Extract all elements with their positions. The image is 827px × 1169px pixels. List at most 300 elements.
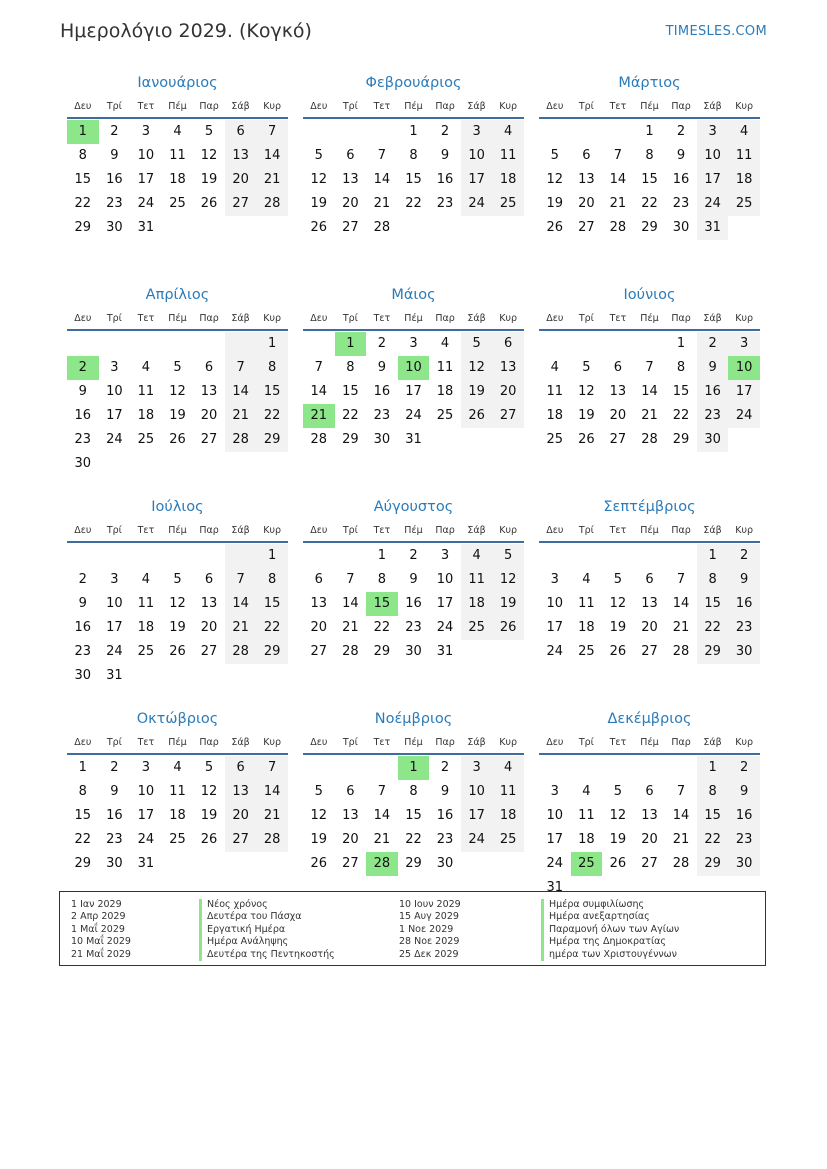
weekday-label: Παρ <box>671 736 691 748</box>
day-cell: 30 <box>672 220 690 235</box>
weekday-label: Πέμ <box>404 312 423 324</box>
day-cell: 6 <box>225 120 257 144</box>
day-cell: 23 <box>106 196 123 211</box>
day-cell: 30 <box>436 856 454 871</box>
day-cell: 11 <box>578 808 595 823</box>
weekday-header <box>539 518 760 542</box>
day-cell: 17 <box>697 168 729 192</box>
day-grid <box>303 120 524 240</box>
holiday-name: Ημέρα συμφιλίωσης <box>541 899 761 911</box>
day-cell: 28 <box>310 432 328 447</box>
day-cell: 20 <box>200 408 218 423</box>
weekday-label: Πέμ <box>640 524 659 536</box>
day-cell: 28 <box>256 828 288 852</box>
month-block <box>303 708 524 920</box>
day-cell: 10 <box>728 356 760 380</box>
weekday-header <box>67 730 288 754</box>
day-cell: 15 <box>74 808 92 823</box>
day-cell: 1 <box>697 544 729 568</box>
weekday-label: Δευ <box>310 100 328 112</box>
day-cell: 11 <box>546 384 564 399</box>
day-cell: 22 <box>74 832 92 847</box>
month-block <box>67 708 288 920</box>
day-cell: 24 <box>546 644 564 659</box>
holiday-name: ημέρα των Χριστουγέννων <box>541 949 761 961</box>
day-cell: 27 <box>342 856 359 871</box>
holiday-date: 10 Ιουν 2029 <box>399 899 461 910</box>
day-cell: 7 <box>225 356 257 380</box>
empty-cell <box>225 452 257 476</box>
day-cell: 23 <box>74 432 92 447</box>
day-cell: 30 <box>373 432 391 447</box>
empty-cell <box>461 428 493 452</box>
empty-cell <box>256 216 288 240</box>
day-cell: 30 <box>728 852 760 876</box>
day-cell: 10 <box>137 784 155 799</box>
day-cell: 1 <box>335 332 367 356</box>
day-cell: 27 <box>225 192 257 216</box>
day-cell: 8 <box>256 568 288 592</box>
day-grid <box>67 544 288 688</box>
empty-cell <box>492 428 524 452</box>
day-cell: 12 <box>310 172 328 187</box>
empty-cell <box>67 544 99 568</box>
day-cell: 23 <box>405 620 422 635</box>
day-cell: 22 <box>342 408 359 423</box>
empty-cell <box>539 544 571 568</box>
weekday-label: Πέμ <box>404 524 423 536</box>
day-cell: 13 <box>492 356 524 380</box>
day-cell: 9 <box>676 148 686 163</box>
day-cell: 4 <box>550 360 559 375</box>
day-cell: 18 <box>169 808 186 823</box>
day-cell: 22 <box>405 196 422 211</box>
weekday-label: Δευ <box>74 100 92 112</box>
day-cell: 17 <box>137 808 155 823</box>
empty-cell <box>130 664 162 688</box>
empty-cell <box>366 120 398 144</box>
day-grid <box>303 756 524 876</box>
day-cell: 6 <box>492 332 524 356</box>
day-cell: 27 <box>200 644 218 659</box>
day-cell: 3 <box>141 124 151 139</box>
weekday-label: Παρ <box>671 524 691 536</box>
day-cell: 12 <box>609 596 627 611</box>
day-cell: 16 <box>436 172 454 187</box>
day-cell: 11 <box>492 144 524 168</box>
day-cell: 21 <box>342 620 359 635</box>
day-cell: 11 <box>728 144 760 168</box>
day-cell: 9 <box>110 784 119 799</box>
weekday-header <box>303 306 524 330</box>
empty-cell <box>429 216 461 240</box>
header-rule <box>67 117 288 119</box>
day-cell: 4 <box>440 336 450 351</box>
day-cell: 2 <box>377 336 387 351</box>
calendar-grid <box>67 72 760 920</box>
day-cell: 26 <box>492 616 524 640</box>
weekday-label: Τετ <box>609 736 627 748</box>
empty-cell <box>162 664 194 688</box>
month-name: Μάιος <box>391 287 436 303</box>
day-cell: 21 <box>256 168 288 192</box>
day-cell: 15 <box>672 384 690 399</box>
weekday-label: Σάβ <box>467 100 486 112</box>
day-cell: 16 <box>74 408 92 423</box>
day-cell: 27 <box>342 220 359 235</box>
weekday-label: Πέμ <box>168 736 187 748</box>
day-cell: 19 <box>578 408 595 423</box>
day-cell: 15 <box>366 592 398 616</box>
day-cell: 15 <box>697 804 729 828</box>
day-cell: 10 <box>697 144 729 168</box>
weekday-header <box>303 730 524 754</box>
weekday-label: Δευ <box>546 100 564 112</box>
weekday-label: Σάβ <box>467 524 486 536</box>
weekday-label: Τρί <box>106 100 122 112</box>
day-cell: 5 <box>314 784 323 799</box>
day-cell: 24 <box>461 192 493 216</box>
weekday-label: Κυρ <box>263 312 282 324</box>
day-cell: 13 <box>609 384 627 399</box>
month-block <box>303 72 524 284</box>
day-cell: 17 <box>728 380 760 404</box>
day-cell: 21 <box>641 408 658 423</box>
empty-cell <box>162 452 194 476</box>
weekday-label: Πέμ <box>640 736 659 748</box>
empty-cell <box>256 452 288 476</box>
month-name: Ιανουάριος <box>137 75 218 91</box>
day-cell: 22 <box>697 828 729 852</box>
day-cell: 18 <box>578 832 595 847</box>
day-cell: 7 <box>225 568 257 592</box>
day-cell: 10 <box>546 808 564 823</box>
day-cell: 5 <box>461 332 493 356</box>
empty-cell <box>256 852 288 876</box>
weekday-label: Παρ <box>671 100 691 112</box>
day-cell: 18 <box>492 804 524 828</box>
weekday-label: Παρ <box>435 100 455 112</box>
day-cell: 21 <box>225 404 257 428</box>
day-cell: 12 <box>578 384 595 399</box>
day-cell: 22 <box>256 404 288 428</box>
day-cell: 9 <box>78 384 87 399</box>
day-cell: 9 <box>409 572 418 587</box>
day-cell: 3 <box>697 120 729 144</box>
day-cell: 16 <box>436 808 454 823</box>
holiday-date: 28 Νοε 2029 <box>399 936 460 948</box>
empty-cell <box>162 332 194 356</box>
holiday-names-col-1 <box>199 899 399 965</box>
day-cell: 20 <box>641 620 658 635</box>
header-rule <box>303 753 524 755</box>
empty-cell <box>193 664 225 688</box>
header-rule <box>539 117 760 119</box>
day-cell: 26 <box>310 856 328 871</box>
day-cell: 3 <box>550 572 559 587</box>
holiday-date: 10 Μαΐ 2029 <box>71 936 131 948</box>
day-grid <box>539 544 760 664</box>
day-cell: 16 <box>74 620 92 635</box>
day-cell: 25 <box>578 644 595 659</box>
day-cell: 26 <box>461 404 493 428</box>
day-cell: 4 <box>492 756 524 780</box>
day-cell: 28 <box>641 432 658 447</box>
day-cell: 15 <box>256 592 288 616</box>
day-cell: 6 <box>346 148 355 163</box>
holiday-name: Δευτέρα του Πάσχα <box>199 911 399 923</box>
weekday-label: Σάβ <box>703 736 722 748</box>
day-cell: 16 <box>728 804 760 828</box>
day-cell: 21 <box>225 616 257 640</box>
empty-cell <box>728 428 760 452</box>
day-cell: 13 <box>641 596 658 611</box>
weekday-label: Κυρ <box>499 736 518 748</box>
day-cell: 10 <box>436 572 454 587</box>
empty-cell <box>130 544 162 568</box>
day-cell: 13 <box>225 780 257 804</box>
day-cell: 8 <box>409 784 418 799</box>
day-cell: 31 <box>436 644 454 659</box>
day-cell: 25 <box>571 852 603 876</box>
day-cell: 27 <box>641 644 658 659</box>
day-cell: 26 <box>578 432 595 447</box>
holiday-name: Ημέρα Ανάληψης <box>199 936 399 948</box>
day-cell: 5 <box>173 572 182 587</box>
day-cell: 17 <box>436 596 454 611</box>
day-cell: 20 <box>492 380 524 404</box>
day-cell: 14 <box>225 380 257 404</box>
weekday-label: Πέμ <box>168 100 187 112</box>
day-cell: 17 <box>137 172 155 187</box>
weekday-label: Σάβ <box>467 312 486 324</box>
day-cell: 10 <box>461 780 493 804</box>
day-cell: 26 <box>169 644 186 659</box>
empty-cell <box>193 544 225 568</box>
empty-cell <box>193 852 225 876</box>
day-cell: 8 <box>377 572 387 587</box>
empty-cell <box>335 756 367 780</box>
month-name: Απρίλιος <box>145 287 210 303</box>
day-cell: 14 <box>310 384 328 399</box>
day-cell: 1 <box>256 332 288 356</box>
day-cell: 24 <box>546 856 564 871</box>
day-cell: 2 <box>728 756 760 780</box>
header-rule <box>303 541 524 543</box>
holiday-date: 25 Δεκ 2029 <box>399 948 459 960</box>
day-cell: 14 <box>256 780 288 804</box>
empty-cell <box>99 544 131 568</box>
empty-cell <box>335 120 367 144</box>
day-cell: 9 <box>697 356 729 380</box>
holiday-date: 15 Αυγ 2029 <box>399 911 459 923</box>
day-cell: 22 <box>405 832 422 847</box>
empty-cell <box>539 120 571 144</box>
day-cell: 8 <box>645 148 654 163</box>
day-cell: 16 <box>672 172 690 187</box>
weekday-label: Κυρ <box>263 736 282 748</box>
day-cell: 10 <box>546 596 564 611</box>
day-cell: 10 <box>106 384 123 399</box>
day-cell: 13 <box>310 596 328 611</box>
day-cell: 10 <box>461 144 493 168</box>
weekday-label: Τρί <box>106 736 122 748</box>
empty-cell <box>539 332 571 356</box>
header-rule <box>67 329 288 331</box>
day-cell: 14 <box>672 808 690 823</box>
day-cell: 25 <box>436 408 454 423</box>
day-cell: 12 <box>169 596 186 611</box>
weekday-label: Τρί <box>578 736 594 748</box>
weekday-label: Δευ <box>310 524 328 536</box>
empty-cell <box>303 120 335 144</box>
weekday-label: Τετ <box>137 524 155 536</box>
day-cell: 30 <box>106 856 123 871</box>
empty-cell <box>602 120 634 144</box>
day-cell: 11 <box>461 568 493 592</box>
weekday-label: Δευ <box>74 312 92 324</box>
month-name: Μάρτιος <box>618 75 681 91</box>
day-cell: 29 <box>74 220 92 235</box>
empty-cell <box>162 544 194 568</box>
day-cell: 19 <box>169 408 186 423</box>
weekday-header <box>539 730 760 754</box>
day-cell: 17 <box>546 620 564 635</box>
day-cell: 24 <box>137 196 155 211</box>
weekday-label: Παρ <box>199 100 219 112</box>
header-rule <box>67 541 288 543</box>
day-cell: 14 <box>342 596 359 611</box>
day-cell: 7 <box>645 360 654 375</box>
day-cell: 21 <box>609 196 627 211</box>
day-cell: 5 <box>314 148 323 163</box>
empty-cell <box>99 452 131 476</box>
day-cell: 12 <box>169 384 186 399</box>
day-cell: 3 <box>461 120 493 144</box>
day-cell: 7 <box>256 120 288 144</box>
day-cell: 29 <box>74 856 92 871</box>
day-cell: 15 <box>256 380 288 404</box>
day-cell: 2 <box>110 760 119 775</box>
day-cell: 19 <box>169 620 186 635</box>
weekday-label: Κυρ <box>735 100 754 112</box>
month-name: Νοέμβριος <box>374 711 453 727</box>
empty-cell <box>193 452 225 476</box>
weekday-label: Τρί <box>342 524 358 536</box>
day-cell: 23 <box>74 644 92 659</box>
empty-cell <box>67 332 99 356</box>
day-cell: 28 <box>366 852 398 876</box>
day-cell: 5 <box>204 760 214 775</box>
weekday-header <box>539 306 760 330</box>
empty-cell <box>571 120 603 144</box>
weekday-label: Τρί <box>342 312 358 324</box>
day-cell: 22 <box>697 616 729 640</box>
day-grid <box>303 332 524 452</box>
weekday-label: Τετ <box>609 100 627 112</box>
empty-cell <box>634 756 666 780</box>
day-cell: 31 <box>405 432 422 447</box>
day-cell: 12 <box>461 356 493 380</box>
day-cell: 29 <box>405 856 422 871</box>
day-cell: 25 <box>169 196 186 211</box>
day-cell: 29 <box>373 644 391 659</box>
day-cell: 18 <box>436 384 454 399</box>
day-cell: 5 <box>582 360 591 375</box>
empty-cell <box>461 640 493 664</box>
day-cell: 8 <box>676 360 686 375</box>
day-cell: 3 <box>728 332 760 356</box>
weekday-label: Παρ <box>435 524 455 536</box>
day-cell: 7 <box>676 572 686 587</box>
day-cell: 14 <box>609 172 627 187</box>
day-cell: 27 <box>225 828 257 852</box>
day-cell: 16 <box>106 172 123 187</box>
day-cell: 27 <box>200 432 218 447</box>
day-cell: 4 <box>582 572 591 587</box>
day-cell: 3 <box>550 784 559 799</box>
day-cell: 17 <box>106 408 123 423</box>
day-cell: 7 <box>377 784 387 799</box>
empty-cell <box>225 332 257 356</box>
weekday-label: Τετ <box>137 312 155 324</box>
day-cell: 24 <box>106 432 123 447</box>
day-cell: 19 <box>310 832 328 847</box>
day-cell: 20 <box>578 196 595 211</box>
day-grid <box>67 756 288 876</box>
weekday-label: Δευ <box>310 312 328 324</box>
day-cell: 2 <box>728 544 760 568</box>
day-grid <box>539 120 760 240</box>
day-cell: 26 <box>310 220 328 235</box>
weekday-label: Τετ <box>373 312 391 324</box>
day-cell: 29 <box>256 428 288 452</box>
day-cell: 3 <box>440 548 450 563</box>
weekday-label: Παρ <box>435 312 455 324</box>
empty-cell <box>665 756 697 780</box>
empty-cell <box>461 852 493 876</box>
weekday-label: Δευ <box>74 524 92 536</box>
day-cell: 31 <box>137 856 155 871</box>
empty-cell <box>539 756 571 780</box>
day-cell: 17 <box>405 384 422 399</box>
day-cell: 18 <box>492 168 524 192</box>
page-title: Ημερολόγιο 2029. (Κογκό) <box>60 20 312 42</box>
weekday-label: Κυρ <box>735 312 754 324</box>
day-cell: 30 <box>728 640 760 664</box>
day-cell: 15 <box>74 172 92 187</box>
empty-cell <box>728 216 760 240</box>
weekday-label: Κυρ <box>263 100 282 112</box>
day-cell: 2 <box>67 356 99 380</box>
day-cell: 10 <box>106 596 123 611</box>
day-cell: 1 <box>645 124 654 139</box>
day-cell: 1 <box>256 544 288 568</box>
day-cell: 8 <box>78 784 87 799</box>
day-cell: 25 <box>169 832 186 847</box>
header-rule <box>303 117 524 119</box>
day-cell: 14 <box>641 384 658 399</box>
site-link[interactable]: TIMESLES.COM <box>665 24 767 39</box>
day-cell: 7 <box>676 784 686 799</box>
day-cell: 29 <box>697 640 729 664</box>
day-cell: 1 <box>377 548 387 563</box>
month-block <box>67 72 288 284</box>
day-cell: 26 <box>546 220 564 235</box>
empty-cell <box>602 544 634 568</box>
day-cell: 20 <box>342 832 359 847</box>
day-cell: 27 <box>492 404 524 428</box>
